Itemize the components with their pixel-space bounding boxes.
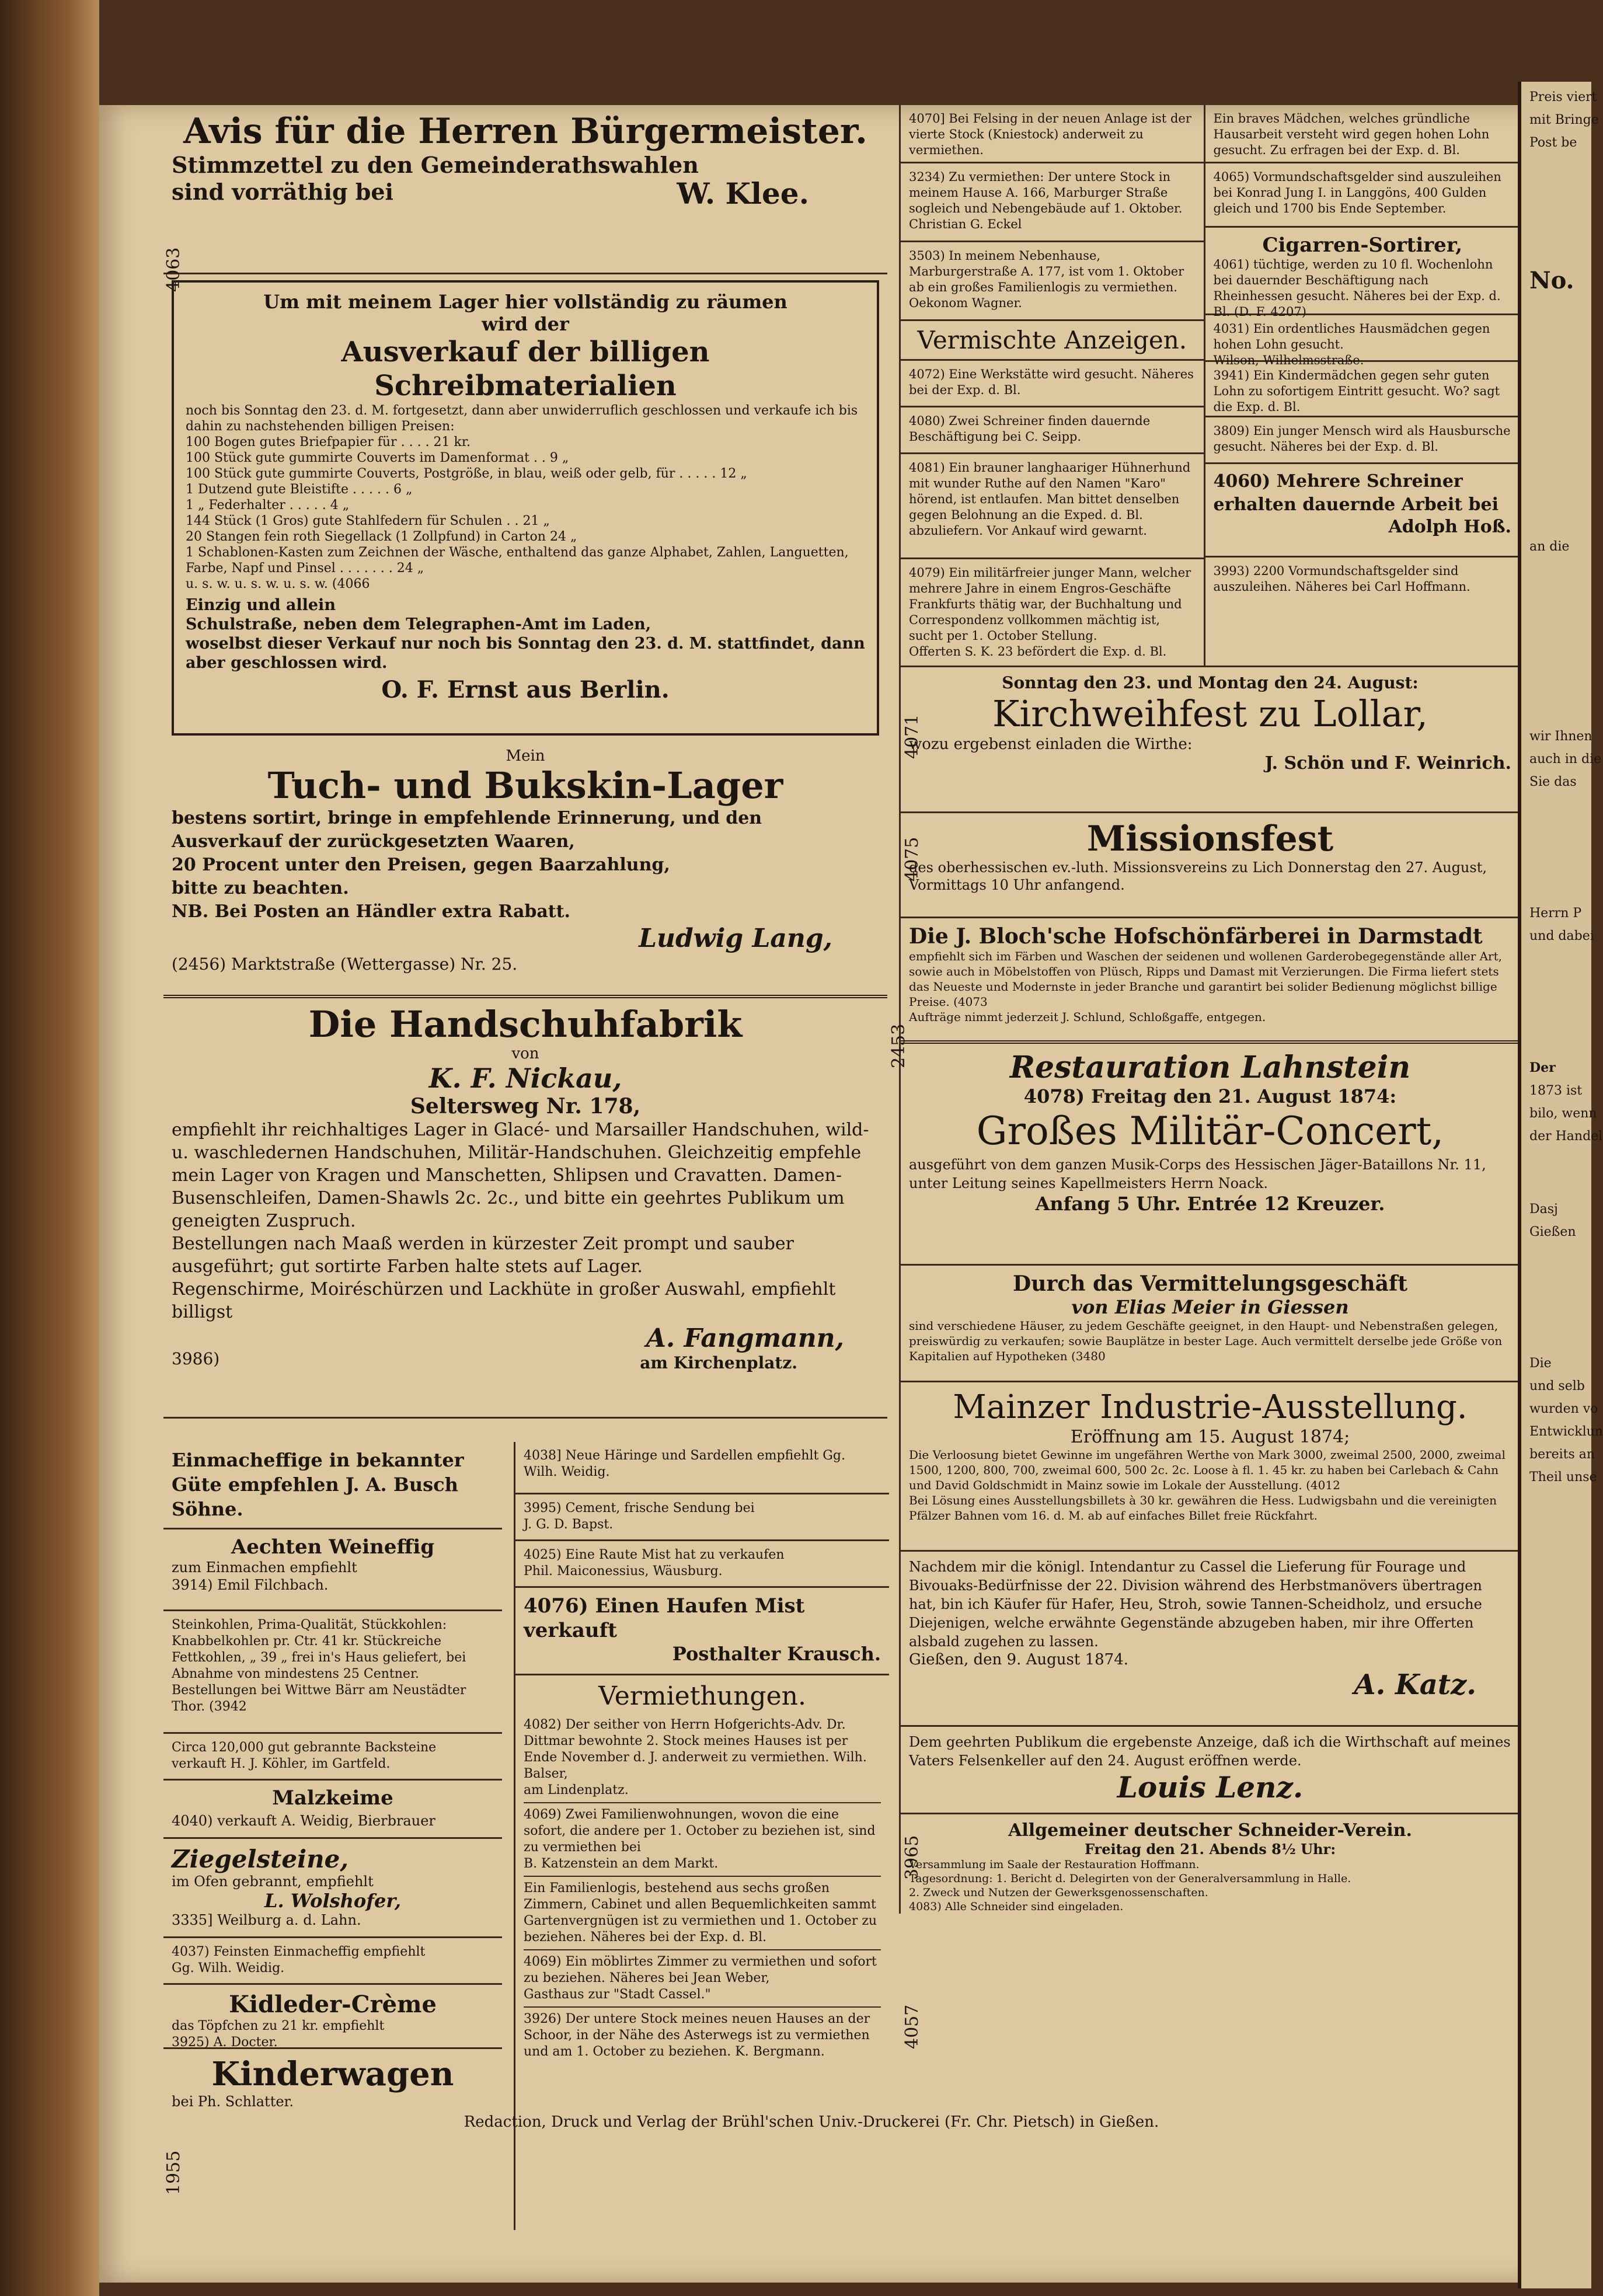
edge-text: No. (1529, 267, 1574, 294)
lang-address: (2456) Marktstraße (Wettergasse) Nr. 25. (172, 954, 518, 974)
ziegel-address: 3335] Weilburg a. d. Lahn. (172, 1912, 361, 1928)
avis-title: Avis für die Herren Bürgermeister. (183, 111, 867, 152)
hund-text: 4081) Ein brauner langhaariger Hühnerhund mit wunder Ruthe auf den Namen "Karo" hörend, ist entlaufen. Man bittet denselben gegen Belohnung an die Exped. d. Bl. abzuliefern. Vor Ankauf wird gewarnt. (909, 461, 1191, 538)
edge-text: der Handel (1529, 1129, 1603, 1144)
cement-ad (515, 1494, 889, 1541)
right-column (899, 105, 1520, 1914)
haring-text: 4038] Neue Häringe und Sardellen empfiehlt Gg. Wilh. Weidig. (524, 1448, 845, 1479)
felsing-ad (901, 105, 1204, 163)
vermiethungen-title: Vermiethungen. (598, 1681, 806, 1711)
mist-ad (515, 1541, 889, 1588)
margin-number-1: 4063 (163, 247, 184, 292)
mainz-ad (901, 1382, 1520, 1552)
wein-ad (163, 1529, 502, 1611)
kinder-title: Kinderwagen (211, 2055, 454, 2093)
kirchweih-ad (901, 667, 1520, 813)
schneider-date: Freitag den 21. Abends 8½ Uhr: (1084, 1841, 1336, 1858)
schneider-body: Versammlung im Saale der Restauration Hoffmann. Tagesordnung: 1. Bericht d. Delegirten von der Generalversammlung in Halle. 2. Zweck und Nutzen der Gewerksgenossenschaften. 4083) Alle Schneider sind eingeladen. (909, 1858, 1351, 1913)
kirch-names: J. Schön und F. Weinrich. (1264, 753, 1511, 774)
edge-text: und dabei (1529, 929, 1594, 943)
edge-text: an die (1529, 539, 1570, 554)
rest-start: Anfang 5 Uhr. Entrée 12 Kreuzer. (1035, 1193, 1385, 1215)
rest-date: 4078) Freitag den 21. August 1874: (1023, 1085, 1397, 1107)
bloch-title: Die J. Bloch'sche Hofschönfärberei in Darmstadt (909, 924, 1483, 949)
nebenhaus-ad (901, 242, 1204, 321)
verm5-text: 3926) Der untere Stock meines neuen Hauses an der Schoor, in der Nähe des Asterwegs ist zu vermiethen und am 1. October zu beziehen. K. Bergmann. (524, 2012, 870, 2059)
edge-text: Dasj (1529, 1202, 1558, 1217)
ausverkauf-title: Ausverkauf der billigen Schreibmaterialien (341, 336, 710, 402)
left-column (163, 105, 887, 2110)
vermiethungen-section (515, 1675, 889, 2230)
verm1-text: 4082) Der seither von Herrn Hofgerichts-Adv. Dr. Dittmar bewohnte 2. Stock meines Hauses ist per Ende November d. J. anderweit zu vermiethen. Wilh. Balser, am Lindenplatz. (524, 1717, 881, 1803)
next-page-edge (1518, 82, 1603, 2288)
edge-text: Post be (1529, 135, 1577, 150)
hausmaedchen-ad (1205, 315, 1520, 367)
cement-text: 3995) Cement, frische Sendung bei J. G. D. Bapst. (524, 1501, 755, 1532)
ausverkauf-intro: Um mit meinem Lager hier vollständig zu räumen wird der (263, 291, 787, 335)
hund-ad (901, 454, 1204, 559)
schreiner2-ad (1205, 464, 1520, 558)
ausverkauf-place: Einzig und allein Schulstraße, neben dem Telegraphen-Amt im Laden, woselbst dieser Verkauf nur noch bis Sonntag den 23. d. M. stattfindet, dann aber geschlossen wird. (186, 596, 865, 672)
backstein-body: Circa 120,000 gut gebrannte Backsteine verkauft H. J. Köhler, im Gartfeld. (172, 1740, 437, 1771)
kidleder-ad (163, 1985, 502, 2049)
einmach-text: Einmacheffige in bekannter Güte empfehlen J. A. Busch Söhne. (172, 1449, 464, 1520)
fang-number: 3986) (172, 1349, 220, 1368)
wein-body: zum Einmachen empfiehlt 3914) Emil Filchbach. (172, 1559, 357, 1593)
lenz-body: Dem geehrten Publikum die ergebenste Anzeige, daß ich die Wirthschaft auf meines Vaters Felsenkeller auf den 24. August eröffnen werde. (909, 1734, 1511, 1769)
edge-text: 1873 ist (1529, 1083, 1583, 1098)
vormund2-ad (1205, 558, 1520, 610)
hand-address: Seltersweg Nr. 178, (410, 1094, 641, 1119)
lower-left-column (163, 1442, 502, 2125)
kirch-body: wozu ergebenst einladen die Wirthe: (909, 736, 1193, 753)
rest-body: ausgeführt von dem ganzen Musik-Corps des Hessischen Jäger-Bataillons Nr. 11, unter Leitung seines Kapellmeisters Herrn Noack. (909, 1156, 1486, 1191)
katz-ad (901, 1552, 1520, 1727)
hand-von: von (511, 1045, 539, 1062)
schreiner-text: 4080) Zwei Schreiner finden dauernde Beschäftigung bei C. Seipp. (909, 414, 1151, 444)
edge-text: wurden vo (1529, 1402, 1598, 1416)
kinder-body: bei Ph. Schlatter. (172, 2093, 294, 2110)
edge-text: Preis viert (1529, 90, 1597, 104)
ausverkauf-box (172, 280, 879, 736)
edge-text: bilo, wenn (1529, 1106, 1597, 1121)
mist-text: 4025) Eine Raute Mist hat zu verkaufen Phil. Maiconessius, Wäusburg. (524, 1548, 785, 1579)
ernst-name: O. F. Ernst aus Berlin. (381, 676, 670, 703)
bloch-body: empfiehlt sich im Färben und Waschen der seidenen und wollenen Garderobegegenstände aller Art, sowie auch in Möbelstoffen von Plüsch, Ripps und Damast mit Verzierungen. Die Firma liefert stets das Neueste und Modernste in jeder Branche und garantirt bei solider Bedienung möglichst billige Preise. (4073 Aufträge nimmt jederzeit J. Schlund, Schloßgaffe, entgegen. (909, 949, 1503, 1024)
edge-text: Der (1529, 1060, 1556, 1075)
mission-ad (901, 813, 1520, 918)
vormund-ad (1205, 163, 1520, 228)
lang-name: Ludwig Lang, (639, 924, 832, 953)
haring-ad (515, 1442, 889, 1494)
mainz-open: Eröffnung am 15. August 1874; (1070, 1427, 1350, 1447)
werkstaette-text: 4072) Eine Werkstätte wird gesucht. Näheres bei der Exp. d. Bl. (909, 367, 1194, 397)
tuch-title: Tuch- und Bukskin-Lager (267, 764, 783, 807)
verm4-text: 4069) Ein möblirtes Zimmer zu vermiethen und sofort zu beziehen. Näheres bei Jean Weber, Gasthaus zur "Stadt Cassel." (524, 1950, 881, 2008)
verm-body: sind verschiedene Häuser, zu jedem Geschäfte geeignet, in den Haupt- und Nebenstraßen gelegen, preiswürdig zu verkaufen; sowie Bauplätze in bester Lage. Auch vermittelt derselbe jede Größe von Kapitalien auf Hypotheken (3480 (909, 1319, 1503, 1363)
tuch-ad (163, 741, 887, 998)
schrein-title: 4060) Mehrere Schreiner erhalten dauernde Arbeit bei (1213, 471, 1499, 515)
edge-text: wir Ihnen (1529, 729, 1592, 744)
stock-ad (901, 163, 1204, 242)
mainz-title: Mainzer Industrie-Ausstellung. (953, 1388, 1468, 1426)
katz-name: A. Katz. (1354, 1668, 1476, 1701)
ausverkauf-body: noch bis Sonntag den 23. d. M. fortgesetzt, dann aber unwiderruflich geschlossen und verkaufe ich bis dahin zu nachstehenden billigen Preisen: 100 Bogen gutes Briefpapier für . . . . 21 kr. 100 Stück gute gummirte Couverts im Damenformat . . 9 „ 100 Stück gute gummirte Couverts, Postgröße, in blau, weiß oder gelb, für . . . . . 12 „ 1 Dutzend gute Bleistifte . . . . . 6 „ 1 „ Federhalter . . . . . 4 „ 144 Stück (1 Gros) gute Stahlfedern für Schulen . . 21 „ 20 Stangen fein roth Siegellack (1 Zollpfund) in Carton 24 „ 1 Schablonen-Kasten zum Zeichnen der Wäsche, enthaltend das ganze Alphabet, Zahlen, Languetten, Farbe, Napf und Pinsel . . . . . . . 24 „ u. s. w. u. s. w. u. s. w. (4066 (186, 403, 858, 591)
einmach2-ad (163, 1938, 502, 1985)
restauration-ad (901, 1044, 1520, 1266)
einmach-ad (163, 1442, 502, 1529)
stimmzettel-text: Stimmzettel zu den Gemeinderathswahlen sind vorräthig bei (172, 152, 699, 205)
mission-body: des oberhessischen ev.-luth. Missionsvereins zu Lich Donnerstag den 27. August, Vormittags 10 Uhr anfangend. (909, 859, 1487, 893)
lenz-side-number: 4057 (902, 2004, 922, 2049)
edge-text: Entwicklun (1529, 1424, 1603, 1439)
schneider-ad (901, 1814, 1520, 1914)
einmach2-body: 4037) Feinsten Einmacheffig empfiehlt Gg. Wilh. Weidig. (172, 1945, 426, 1976)
mission-title: Missionsfest (1086, 818, 1334, 859)
right-top-left (901, 105, 1205, 666)
nebenhaus-text: 3503) In meinem Nebenhause, Marburgerstraße A. 177, ist vom 1. Oktober ab ein großes Familienlogis zu vermiethen. Oekonom Wagner. (909, 249, 1184, 310)
edge-text: Theil unse (1529, 1470, 1597, 1485)
kirch-title: Kirchweihfest zu Lollar, (992, 692, 1428, 735)
vermittelung-ad (901, 1266, 1520, 1382)
ziegel-name: L. Wolshofer, (264, 1890, 402, 1912)
margin-number-3: 1955 (163, 2150, 184, 2195)
ziegel-body: im Ofen gebrannt, empfiehlt (172, 1873, 374, 1890)
tuch-small: Mein (506, 747, 545, 765)
hand-title: Die Handschuhfabrik (308, 1003, 743, 1046)
lenz-name: Louis Lenz. (1117, 1770, 1304, 1804)
wein-title: Aechten Weineffig (231, 1535, 435, 1559)
stein-body: Steinkohlen, Prima-Qualität, Stückkohlen: Knabbelkohlen pr. Ctr. 41 kr. Stückreiche Fettkohlen, „ 39 „ frei in's Haus geliefert, bei Abnahme von mindestens 25 Centner. Bestellungen bei Wittwe Bärr am Neustädter Thor. (3942 (172, 1618, 466, 1714)
edge-text: Herrn P (1529, 906, 1582, 921)
edge-text: Gießen (1529, 1225, 1576, 1239)
handschuh-ad (163, 998, 887, 1419)
ziegel-title: Ziegelsteine, (172, 1845, 349, 1873)
kirch-head: Sonntag den 23. und Montag den 24. August: (1002, 673, 1419, 692)
vormund-text: 4065) Vormundschaftsgelder sind auszuleihen bei Konrad Jung I. in Langgöns, 400 Gulden gleich und 1700 bis Ende September. (1213, 170, 1501, 215)
hausbursche-ad (1205, 417, 1520, 464)
junger-text: 3809) Ein junger Mensch wird als Hausbursche gesucht. Näheres bei der Exp. d. Bl. (1213, 424, 1511, 454)
newspaper-page (99, 105, 1529, 2283)
edge-text: bereits an (1529, 1447, 1595, 1462)
haufen-name: Posthalter Krausch. (672, 1643, 881, 1665)
lenz-ad (901, 1727, 1520, 1814)
verm-name: von Elias Meier in Giessen (1071, 1296, 1349, 1318)
malz-ad (163, 1781, 502, 1839)
right-top-right (1205, 105, 1520, 666)
katz-body: Nachdem mir die königl. Intendantur zu Cassel die Lieferung für Fourage und Bivouaks-Bedürfnisse der 22. Division während des Herbstmanövers übertragen hat, bin ich Käufer für Hafer, Heu, Stroh, sowie Tannen-Scheidholz, und ersuche Diejenigen, welche erwähnte Gegenstände abzugeben haben, mir ihre Offerten alsbald zugehen zu lassen. (909, 1559, 1482, 1650)
cig-body: 4061) tüchtige, werden zu 10 fl. Wochenlohn bei dauernder Beschäftigung nach Rheinhessen gesucht. Näheres bei der Exp. d. Bl. (D. F. 4207) (1213, 257, 1501, 319)
katz-date: Gießen, den 9. August 1874. (909, 1651, 1129, 1668)
cig-title: Cigarren-Sortirer, (1262, 234, 1463, 257)
edge-text: und selb (1529, 1379, 1585, 1393)
rest-title: Restauration Lahnstein (1009, 1050, 1411, 1085)
edge-text: Die (1529, 1356, 1552, 1371)
mission-side-number: 4075 (902, 837, 922, 882)
edge-text: auch in die (1529, 752, 1602, 767)
haus-text: 4031) Ein ordentliches Hausmädchen gegen hohen Lohn gesucht. Wilson, Wilhelmsstraße. (1213, 322, 1490, 367)
kirch-side-number: 4071 (902, 714, 922, 759)
schrein-name: Adolph Hoß. (1388, 517, 1511, 537)
klee-name: W. Klee. (677, 176, 809, 211)
katz-side-number: 3965 (902, 1835, 922, 1880)
stock-text: 3234) Zu vermiethen: Der untere Stock in meinem Hause A. 166, Marburger Straße sogleich und Nebengebäude auf 1. Oktober. Christian G. Eckel (909, 170, 1183, 231)
imprint-footer: Redaction, Druck und Verlag der Brühl'schen Univ.-Druckerei (Fr. Chr. Pietsch) in Gießen. (464, 2113, 1159, 2131)
malz-body: 4040) verkauft A. Weidig, Bierbrauer (172, 1813, 435, 1829)
militaer-ad (901, 559, 1204, 670)
kindermaedchen-ad (1205, 362, 1520, 417)
verm3-text: Ein Familienlogis, bestehend aus sechs großen Zimmern, Cabinet und allen Bequemlichkeiten sammt Gartenvergnügen ist zu vermiethen und 1. October zu beziehen. Näheres bei der Exp. d. Bl. (524, 1877, 881, 1950)
haufen-ad (515, 1588, 889, 1675)
vorm2-text: 3993) 2200 Vormundschaftsgelder sind auszuleihen. Näheres bei Carl Hoffmann. (1213, 564, 1470, 594)
verm2-text: 4069) Zwei Familienwohnungen, wovon die eine sofort, die andere per 1. October zu beziehen ist, sind zu vermiethen bei B. Katzenstein an dem Markt. (524, 1803, 881, 1877)
cigarren-ad (1205, 228, 1520, 319)
kind-text: 3941) Ein Kindermädchen gegen sehr guten Lohn zu sofortigem Eintritt gesucht. Wo? sagt die Exp. d. Bl. (1213, 368, 1500, 414)
kid-title: Kidleder-Crème (229, 1991, 437, 2018)
hand-name: K. F. Nickau, (428, 1062, 622, 1094)
bloch-ad (901, 918, 1520, 1044)
fang-address: am Kirchenplatz. (640, 1353, 797, 1372)
right-bottom (901, 666, 1520, 1914)
kid-body: das Töpfchen zu 21 kr. empfiehlt 3925) A. Docter. (172, 2019, 385, 2050)
steinkohlen-ad (163, 1611, 502, 1734)
tuch-body: bestens sortirt, bringe in empfehlende Erinnerung, und den Ausverkauf der zurückgesetzten Waaren, 20 Procent unter den Preisen, gegen Baarzahlung, bitte zu beachten. NB. Bei Posten an Händler extra Rabatt. (172, 808, 762, 922)
maedchen-text: Ein braves Mädchen, welches gründliche Hausarbeit versteht wird gegen hohen Lohn gesucht. Zu erfragen bei der Exp. d. Bl. (1213, 112, 1490, 157)
verm-title: Durch das Vermittelungsgeschäft (1012, 1271, 1408, 1296)
fang-name: A. Fangmann, (646, 1323, 844, 1353)
werkstaette-ad (901, 361, 1204, 407)
schreiner-ad (901, 407, 1204, 454)
avis-ad (163, 105, 887, 274)
haufen-title: 4076) Einen Haufen Mist verkauft (524, 1594, 805, 1642)
maedchen-ad (1205, 105, 1520, 163)
ziegel-ad (163, 1839, 502, 1938)
backstein-ad (163, 1734, 502, 1781)
right-top-row (901, 105, 1520, 666)
book-spine (0, 0, 99, 2296)
edge-text: mit Bringe (1529, 113, 1599, 127)
hand-body: empfiehlt ihr reichhaltiges Lager in Glacé- und Marsailler Handschuhen, wild- u. waschledernen Handschuhen, Militär-Handschuhen. Gleichzeitig empfehle mein Lager von Kragen und Manschetten, Shlipsen und Cravatten. Damen-Busenschleifen, Damen-Shawls 2c. 2c., und bitte ein geehrtes Publikum um geneigten Zuspruch. Bestellungen nach Maaß werden in kürzester Zeit prompt und sauber ausgeführt; gut sortirte Farben halte stets auf Lager. Regenschirme, Moiréschürzen und Lackhüte in großer Auswahl, empfiehlt billigst (172, 1120, 869, 1322)
mainz-body: Die Verloosung bietet Gewinne im ungefähren Werthe von Mark 3000, zweimal 2500, 2000, zweimal 1500, 1200, 800, 700, zweimal 600, 500 2c. 2c. Loose à fl. 1. 45 kr. zu haben bei Carlebach & Cahn und David Goldschmidt in Mainz sowie im Lokale der Ausstellung. (4012 Bei Lösung eines Ausstellungsbillets à 30 kr. gewähren die Hess. Ludwigsbahn und die vereinigten Pfälzer Bahnen vom 16. d. M. ab auf einfaches Billet freie Rückfahrt. (909, 1448, 1506, 1522)
felsing-text: 4070] Bei Felsing in der neuen Anlage ist der vierte Stock (Kniestock) anderweit zu vermiethen. (909, 112, 1191, 157)
edge-text: Sie das (1529, 775, 1577, 789)
schneider-title: Allgemeiner deutscher Schneider-Verein. (1008, 1820, 1412, 1841)
malz-title: Malzkeime (272, 1786, 393, 1810)
rest-concert: Großes Militär-Concert, (976, 1109, 1444, 1154)
margin-number-2: 2453 (888, 1023, 909, 1068)
militaer-text: 4079) Ein militärfreier junger Mann, welcher mehrere Jahre in einem Engros-Geschäfte Frankfurts thätig war, der Buchhaltung und Correspondenz vollkommen mächtig ist, sucht per 1. October Stellung. Offerten S. K. 23 befördert die Exp. d. Bl. (909, 566, 1191, 659)
middle-narrow-column (514, 1442, 889, 2230)
vermischte-title: Vermischte Anzeigen. (901, 321, 1204, 361)
